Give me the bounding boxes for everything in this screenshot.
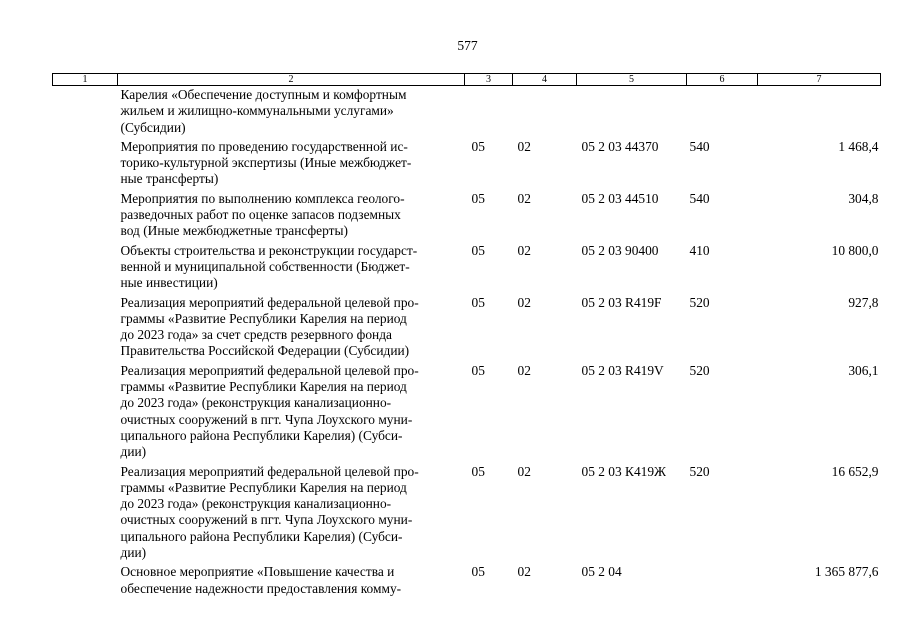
item-name-line: жильем и жилищно-коммунальными услугами» xyxy=(120,103,394,119)
amount-cell: 10 800,0 xyxy=(831,242,879,258)
expense-type-cell: 520 xyxy=(689,362,710,378)
cell-col-1 xyxy=(53,243,118,295)
item-name-line: (Субсидии) xyxy=(120,119,186,135)
item-name-line: граммы «Развитие Республики Карелия на период xyxy=(120,479,407,495)
item-name-line: Правительства Российской Федерации (Субсидии) xyxy=(120,343,410,359)
amount-cell: 1 365 877,6 xyxy=(814,564,879,580)
subsection-code-cell xyxy=(513,86,577,139)
section-code-cell: 05 xyxy=(471,564,485,580)
expense-type-cell: 410 xyxy=(689,242,710,258)
cell-col-1 xyxy=(53,139,118,191)
item-name-line: Основное мероприятие «Повышение качества и xyxy=(120,564,395,580)
section-code-cell xyxy=(465,86,513,139)
section-code-cell: 05 xyxy=(471,190,485,206)
cell-col-1 xyxy=(53,363,118,464)
table-row xyxy=(53,139,881,191)
section-code-cell: 05 xyxy=(471,242,485,258)
cell-col-1 xyxy=(53,295,118,363)
subsection-code-cell: 02 xyxy=(517,138,531,154)
target-article-cell: 05 2 03 R419F xyxy=(581,294,662,310)
item-name-cell xyxy=(118,243,465,295)
item-name-line: Карелия «Обеспечение доступным и комфортным xyxy=(120,87,407,102)
item-name-line: торико-культурной экспертизы (Иные межбюджет- xyxy=(120,155,412,171)
expense-type-cell: 540 xyxy=(689,138,710,154)
item-name-cell xyxy=(118,363,465,464)
amount-cell: 304,8 xyxy=(848,190,879,206)
item-name-line: до 2023 года» за счет средств резервного фонда xyxy=(120,327,392,343)
item-name-line: очистных сооружений в пгт. Чупа Лоухского муни- xyxy=(120,512,413,528)
subsection-code-cell: 02 xyxy=(517,294,531,310)
expense-type-cell xyxy=(687,564,758,600)
subsection-code-cell: 02 xyxy=(517,190,531,206)
item-name-line: граммы «Развитие Республики Карелия на период xyxy=(120,310,407,326)
page-number: 577 xyxy=(457,38,478,53)
item-name-line: дии) xyxy=(120,444,147,460)
column-header-3: 3 xyxy=(465,74,513,86)
item-name-line: Мероприятия по выполнению комплекса геолого- xyxy=(120,190,405,206)
cell-col-1 xyxy=(53,564,118,600)
expense-type-cell: 520 xyxy=(689,294,710,310)
table-row xyxy=(53,86,881,139)
item-name-cell xyxy=(118,464,465,565)
item-name-line: Реализация мероприятий федеральной целевой про- xyxy=(120,463,419,479)
section-code-cell: 05 xyxy=(471,294,485,310)
amount-cell xyxy=(758,86,881,139)
item-name-cell xyxy=(118,295,465,363)
target-article-cell: 05 2 03 90400 xyxy=(581,242,659,258)
item-name-cell xyxy=(118,139,465,191)
column-header-5: 5 xyxy=(577,74,687,86)
table-row xyxy=(53,191,881,243)
item-name-line: граммы «Развитие Республики Карелия на период xyxy=(120,379,407,395)
header-row xyxy=(53,74,881,86)
item-name-line: до 2023 года» (реконструкция канализационно- xyxy=(120,496,392,512)
subsection-code-cell: 02 xyxy=(517,564,531,580)
cell-col-1 xyxy=(53,86,118,139)
column-header-4: 4 xyxy=(513,74,577,86)
expense-type-cell: 520 xyxy=(689,463,710,479)
item-name-line: венной и муниципальной собственности (Бюджет- xyxy=(120,258,410,274)
item-name-line: Мероприятия по проведению государственной ис- xyxy=(120,138,408,154)
target-article-cell xyxy=(577,86,687,139)
item-name-line: вод (Иные межбюджетные трансферты) xyxy=(120,223,348,239)
item-name-line: ципального района Республики Карелия) (Субси- xyxy=(120,427,403,443)
target-article-cell: 05 2 03 R419V xyxy=(581,362,664,378)
table-row xyxy=(53,243,881,295)
column-header-6: 6 xyxy=(687,74,758,86)
item-name-line: Реализация мероприятий федеральной целевой про- xyxy=(120,362,419,378)
cell-col-1 xyxy=(53,191,118,243)
subsection-code-cell: 02 xyxy=(517,463,531,479)
item-name-line: дии) xyxy=(120,545,147,561)
item-name-line: Объекты строительства и реконструкции государст- xyxy=(120,242,418,258)
amount-cell: 927,8 xyxy=(848,294,879,310)
target-article-cell: 05 2 03 К419Ж xyxy=(581,463,667,479)
amount-cell: 1 468,4 xyxy=(838,138,879,154)
budget-table xyxy=(52,73,881,600)
section-code-cell: 05 xyxy=(471,362,485,378)
expense-type-cell: 540 xyxy=(689,190,710,206)
table-body xyxy=(53,86,881,600)
target-article-cell: 05 2 03 44510 xyxy=(581,190,659,206)
table-row xyxy=(53,295,881,363)
table-row xyxy=(53,363,881,464)
subsection-code-cell: 02 xyxy=(517,362,531,378)
item-name-cell xyxy=(118,86,465,139)
column-header-7: 7 xyxy=(758,74,881,86)
target-article-cell: 05 2 04 xyxy=(581,564,622,580)
item-name-line: до 2023 года» (реконструкция канализационно- xyxy=(120,395,392,411)
item-name-line: разведочных работ по оценке запасов подземных xyxy=(120,207,401,223)
item-name-line: обеспечение надежности предоставления комму- xyxy=(120,580,402,596)
subsection-code-cell: 02 xyxy=(517,242,531,258)
cell-col-1 xyxy=(53,464,118,565)
item-name-cell xyxy=(118,191,465,243)
amount-cell: 306,1 xyxy=(848,362,879,378)
item-name-line: ные инвестиции) xyxy=(120,275,218,291)
table-row xyxy=(53,564,881,600)
item-name-line: ципального района Республики Карелия) (Субси- xyxy=(120,528,403,544)
amount-cell: 16 652,9 xyxy=(831,463,879,479)
item-name-line: ные трансферты) xyxy=(120,171,219,187)
column-header-2: 2 xyxy=(118,74,465,86)
section-code-cell: 05 xyxy=(471,138,485,154)
column-number-header xyxy=(53,74,881,86)
item-name-cell xyxy=(118,564,465,600)
column-header-1: 1 xyxy=(53,74,118,86)
expense-type-cell xyxy=(687,86,758,139)
item-name-line: Реализация мероприятий федеральной целевой про- xyxy=(120,294,419,310)
section-code-cell: 05 xyxy=(471,463,485,479)
item-name-line: очистных сооружений в пгт. Чупа Лоухского муни- xyxy=(120,411,413,427)
target-article-cell: 05 2 03 44370 xyxy=(581,138,659,154)
table-row xyxy=(53,464,881,565)
